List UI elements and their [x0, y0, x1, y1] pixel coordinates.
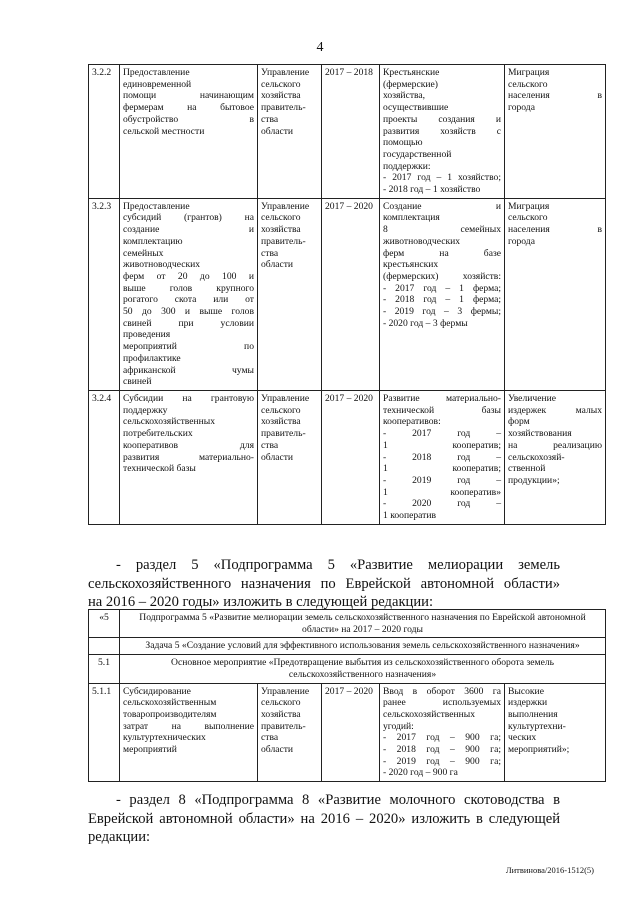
cell-line: сельскохозяйственных [383, 708, 476, 720]
cell-line: мероприятий»; [508, 744, 570, 756]
page-number: 4 [316, 40, 324, 55]
cell-line: сельскохозяйственным [123, 697, 217, 709]
paragraph-section-5 [88, 556, 560, 612]
cell-line: города [508, 102, 535, 114]
cell-line: комплектация [383, 212, 440, 224]
cell-line: ства [261, 113, 279, 125]
main-activity-number: 5.1 [89, 655, 120, 683]
cell-line: семейных [123, 247, 164, 259]
cell-line: хозяйствования [508, 428, 572, 440]
measure-cell [120, 683, 258, 782]
cell-line: животноводческих [383, 235, 461, 247]
cell-line: Крестьянские [383, 67, 440, 78]
cell-line: - 2019 год – 3 фермы; [383, 306, 501, 318]
cell-line: хозяйства, [383, 90, 426, 102]
cell-line: выше голов крупного [123, 282, 254, 294]
cell-line: сельского [261, 404, 301, 416]
cell-line: Миграция [508, 200, 550, 212]
cell-line: сельскохозяйственных [123, 416, 216, 428]
cell-line: ства [261, 439, 279, 451]
cell-line: товаропроизводителям [123, 708, 217, 720]
consequence-cell [505, 198, 606, 390]
cell-line: - 2019 год – [383, 474, 501, 486]
cell-line: правитель- [261, 720, 306, 732]
cell-line: сельского [261, 212, 301, 224]
cell-line: - 2017 год – 1 ферма; [383, 282, 501, 294]
cell-line: сельского [261, 697, 301, 709]
executor-cell [258, 390, 322, 524]
cell-line: Предоставление [123, 67, 190, 78]
result-cell [380, 65, 505, 199]
cell-line: выполнения [508, 708, 558, 720]
paragraph-line: редакции: [88, 829, 151, 845]
cell-line: фермерам на бытовое [123, 102, 254, 114]
consequence-cell [505, 65, 606, 199]
cell-line: свиней при условии [123, 317, 254, 329]
subprogram-number: «5 [89, 610, 120, 638]
cell-line: - 2017 год – 900 га; [383, 732, 501, 744]
cell-line: ферм на базе [383, 247, 501, 259]
result-cell [380, 683, 505, 782]
cell-line: субсидий (грантов) на [123, 212, 254, 224]
cell-line: помощи начинающим [123, 90, 254, 102]
cell-line: Увеличение [508, 392, 556, 404]
subprogram-header-row [89, 610, 606, 638]
cell-line: Субсидирование [123, 685, 191, 697]
cell-line: профилактике [123, 352, 181, 364]
cell-line: угодий: [383, 720, 414, 732]
main-activity-row [89, 655, 606, 683]
paragraph-section-8 [88, 791, 560, 847]
cell-line: сельского [261, 78, 301, 90]
cell-line: Управление [261, 685, 310, 697]
cell-line: потребительских [123, 428, 193, 440]
cell-line: 1 кооператив; [383, 439, 501, 451]
cell-line: развития хозяйств с [383, 125, 501, 137]
cell-line: хозяйства [261, 90, 301, 102]
cell-line: технической базы [123, 463, 196, 475]
cell-line: Создание и [383, 200, 501, 212]
cell-line: крестьянских [383, 259, 439, 271]
cell-line: африканской чумы [123, 364, 254, 376]
cell-line: проведения [123, 329, 171, 341]
cell-line: Управление [261, 67, 310, 78]
cell-line: поддержку [123, 404, 168, 416]
cell-line: ческих [508, 732, 537, 744]
cell-line: продукции»; [508, 474, 560, 486]
paragraph-line: на 2016 – 2020 годы» изложить в следующей редакции: [88, 594, 434, 610]
cell-line: Миграция [508, 67, 550, 78]
executor-cell [258, 65, 322, 199]
cell-line: Высокие [508, 685, 544, 697]
cell-line: обустройство в [123, 113, 254, 125]
cell-line: кооперативов для [123, 439, 254, 451]
cell-line: хозяйства [261, 416, 301, 428]
cell-line: Развитие материально- [383, 392, 501, 404]
task-title: Задача 5 «Создание условий для эффективного использования земель сельскохозяйственного назначения» [120, 638, 606, 655]
cell-line: помощью [383, 137, 423, 149]
cell-line: осуществившие [383, 102, 449, 114]
cell-line: области [261, 259, 294, 271]
cell-line: населения в [508, 224, 602, 236]
cell-line: проекты создания и [383, 113, 501, 125]
cell-line: рогатого скота или от [123, 294, 254, 306]
cell-line: населения в [508, 90, 602, 102]
consequence-cell [505, 390, 606, 524]
cell-line: 1 кооператив; [383, 463, 501, 475]
cell-line: сельскохозяй- [508, 451, 565, 463]
executor-cell [258, 198, 322, 390]
paragraph-line: сельскохозяйственного назначения по Еврейской автономной области» [88, 575, 560, 592]
subprogram-5-table [88, 609, 606, 782]
cell-line: Управление [261, 200, 310, 212]
cell-line: Субсидии на грантовую [123, 392, 254, 404]
measure-cell [120, 65, 258, 199]
cell-line: культуртехнических [123, 732, 206, 744]
cell-line: Предоставление [123, 200, 190, 212]
cell-line: 50 до 300 и выше голов [123, 306, 254, 318]
cell-line: на реализацию [508, 439, 602, 451]
period-cell: 2017 – 2020 [322, 683, 380, 782]
cell-line: ства [261, 247, 279, 259]
cell-line: области [261, 744, 294, 756]
cell-line: правитель- [261, 428, 306, 440]
cell-line: области [261, 451, 294, 463]
measures-table [88, 64, 606, 525]
cell-line: - 2019 год – 900 га; [383, 755, 501, 767]
executor-cell [258, 683, 322, 782]
row-number: 3.2.3 [89, 198, 120, 390]
cell-line: ранее используемых [383, 697, 501, 709]
cell-line: области [261, 125, 294, 137]
cell-line: культуртехни- [508, 720, 566, 732]
cell-line: государственной [383, 148, 452, 160]
cell-line: форм [508, 416, 530, 428]
cell-line: мероприятий [123, 744, 177, 756]
cell-line: (фермерские) [383, 78, 438, 90]
cell-line: (фермерских) хозяйств: [383, 270, 501, 282]
cell-line: - 2018 год – 1 ферма; [383, 294, 501, 306]
cell-line: издержек малых [508, 404, 602, 416]
cell-line: - 2020 год – 3 фермы [383, 317, 468, 329]
cell-line: города [508, 235, 535, 247]
period-cell: 2017 – 2020 [322, 390, 380, 524]
result-cell [380, 390, 505, 524]
cell-line: - 2018 год – 900 га; [383, 744, 501, 756]
cell-line: 1 кооператив» [383, 486, 501, 498]
measure-cell [120, 390, 258, 524]
cell-line: создание и [123, 224, 254, 236]
row-number: 3.2.2 [89, 65, 120, 199]
cell-line: ственной [508, 463, 546, 475]
cell-line: развития материально- [123, 451, 254, 463]
cell-line: свиней [123, 376, 152, 388]
paragraph-line: - раздел 5 «Подпрограмма 5 «Развитие мелиорации земель [116, 557, 560, 573]
table-row [89, 390, 606, 524]
cell-line: - 2017 год – 1 хозяйство; [383, 172, 501, 184]
cell-line: хозяйства [261, 224, 301, 236]
cell-line: - 2020 год – 900 га [383, 767, 458, 779]
cell-line: правитель- [261, 235, 306, 247]
cell-line: поддержки: [383, 160, 431, 172]
document-code: Литвинова/2016-1512(5) [505, 865, 594, 875]
cell-line: животноводческих [123, 259, 201, 271]
cell-line: хозяйства [261, 708, 301, 720]
cell-line: мероприятий по [123, 341, 254, 353]
cell-line: ства [261, 732, 279, 744]
cell-line: - 2017 год – [383, 428, 501, 440]
cell-line: Управление [261, 392, 310, 404]
consequence-cell [505, 683, 606, 782]
cell-line: издержки [508, 697, 548, 709]
cell-line: комплектацию [123, 235, 183, 247]
cell-line: сельского [508, 78, 548, 90]
cell-line: ферм от 20 до 100 и [123, 270, 254, 282]
table-row [89, 683, 606, 782]
cell-line: - 2018 год – 1 хозяйство [383, 184, 481, 196]
cell-line: единовременной [123, 78, 192, 90]
cell-line: затрат на выполнение [123, 720, 254, 732]
cell-line: Ввод в оборот 3600 га [383, 685, 501, 697]
main-activity-title: Основное мероприятие «Предотвращение выбытия из сельскохозяйственного оборота земель сельскохозяйственного назначения» [120, 655, 606, 683]
cell-line: 8 семейных [383, 224, 501, 236]
row-number: 5.1.1 [89, 683, 120, 782]
table-row [89, 198, 606, 390]
cell-line: сельской местности [123, 125, 205, 137]
period-cell: 2017 – 2018 [322, 65, 380, 199]
row-number: 3.2.4 [89, 390, 120, 524]
cell-line: сельского [508, 212, 548, 224]
cell-line: - 2020 год – [383, 498, 501, 510]
cell-line: 1 кооператив [383, 510, 437, 522]
paragraph-line: Еврейской автономной области» на 2016 – 2020» изложить в следующей [88, 810, 560, 827]
table-row [89, 65, 606, 199]
paragraph-line: - раздел 8 «Подпрограмма 8 «Развитие молочного скотоводства в [116, 792, 560, 808]
task-row [89, 638, 606, 655]
cell-line: - 2018 год – [383, 451, 501, 463]
period-cell: 2017 – 2020 [322, 198, 380, 390]
measure-cell [120, 198, 258, 390]
cell-line: технической базы [383, 404, 501, 416]
cell-line: правитель- [261, 102, 306, 114]
cell-line: кооперативов: [383, 416, 441, 428]
subprogram-title: Подпрограмма 5 «Развитие мелиорации земель сельскохозяйственного назначения по Еврейской автономной области» на 2017 – 2020 годы [120, 610, 606, 638]
result-cell [380, 198, 505, 390]
